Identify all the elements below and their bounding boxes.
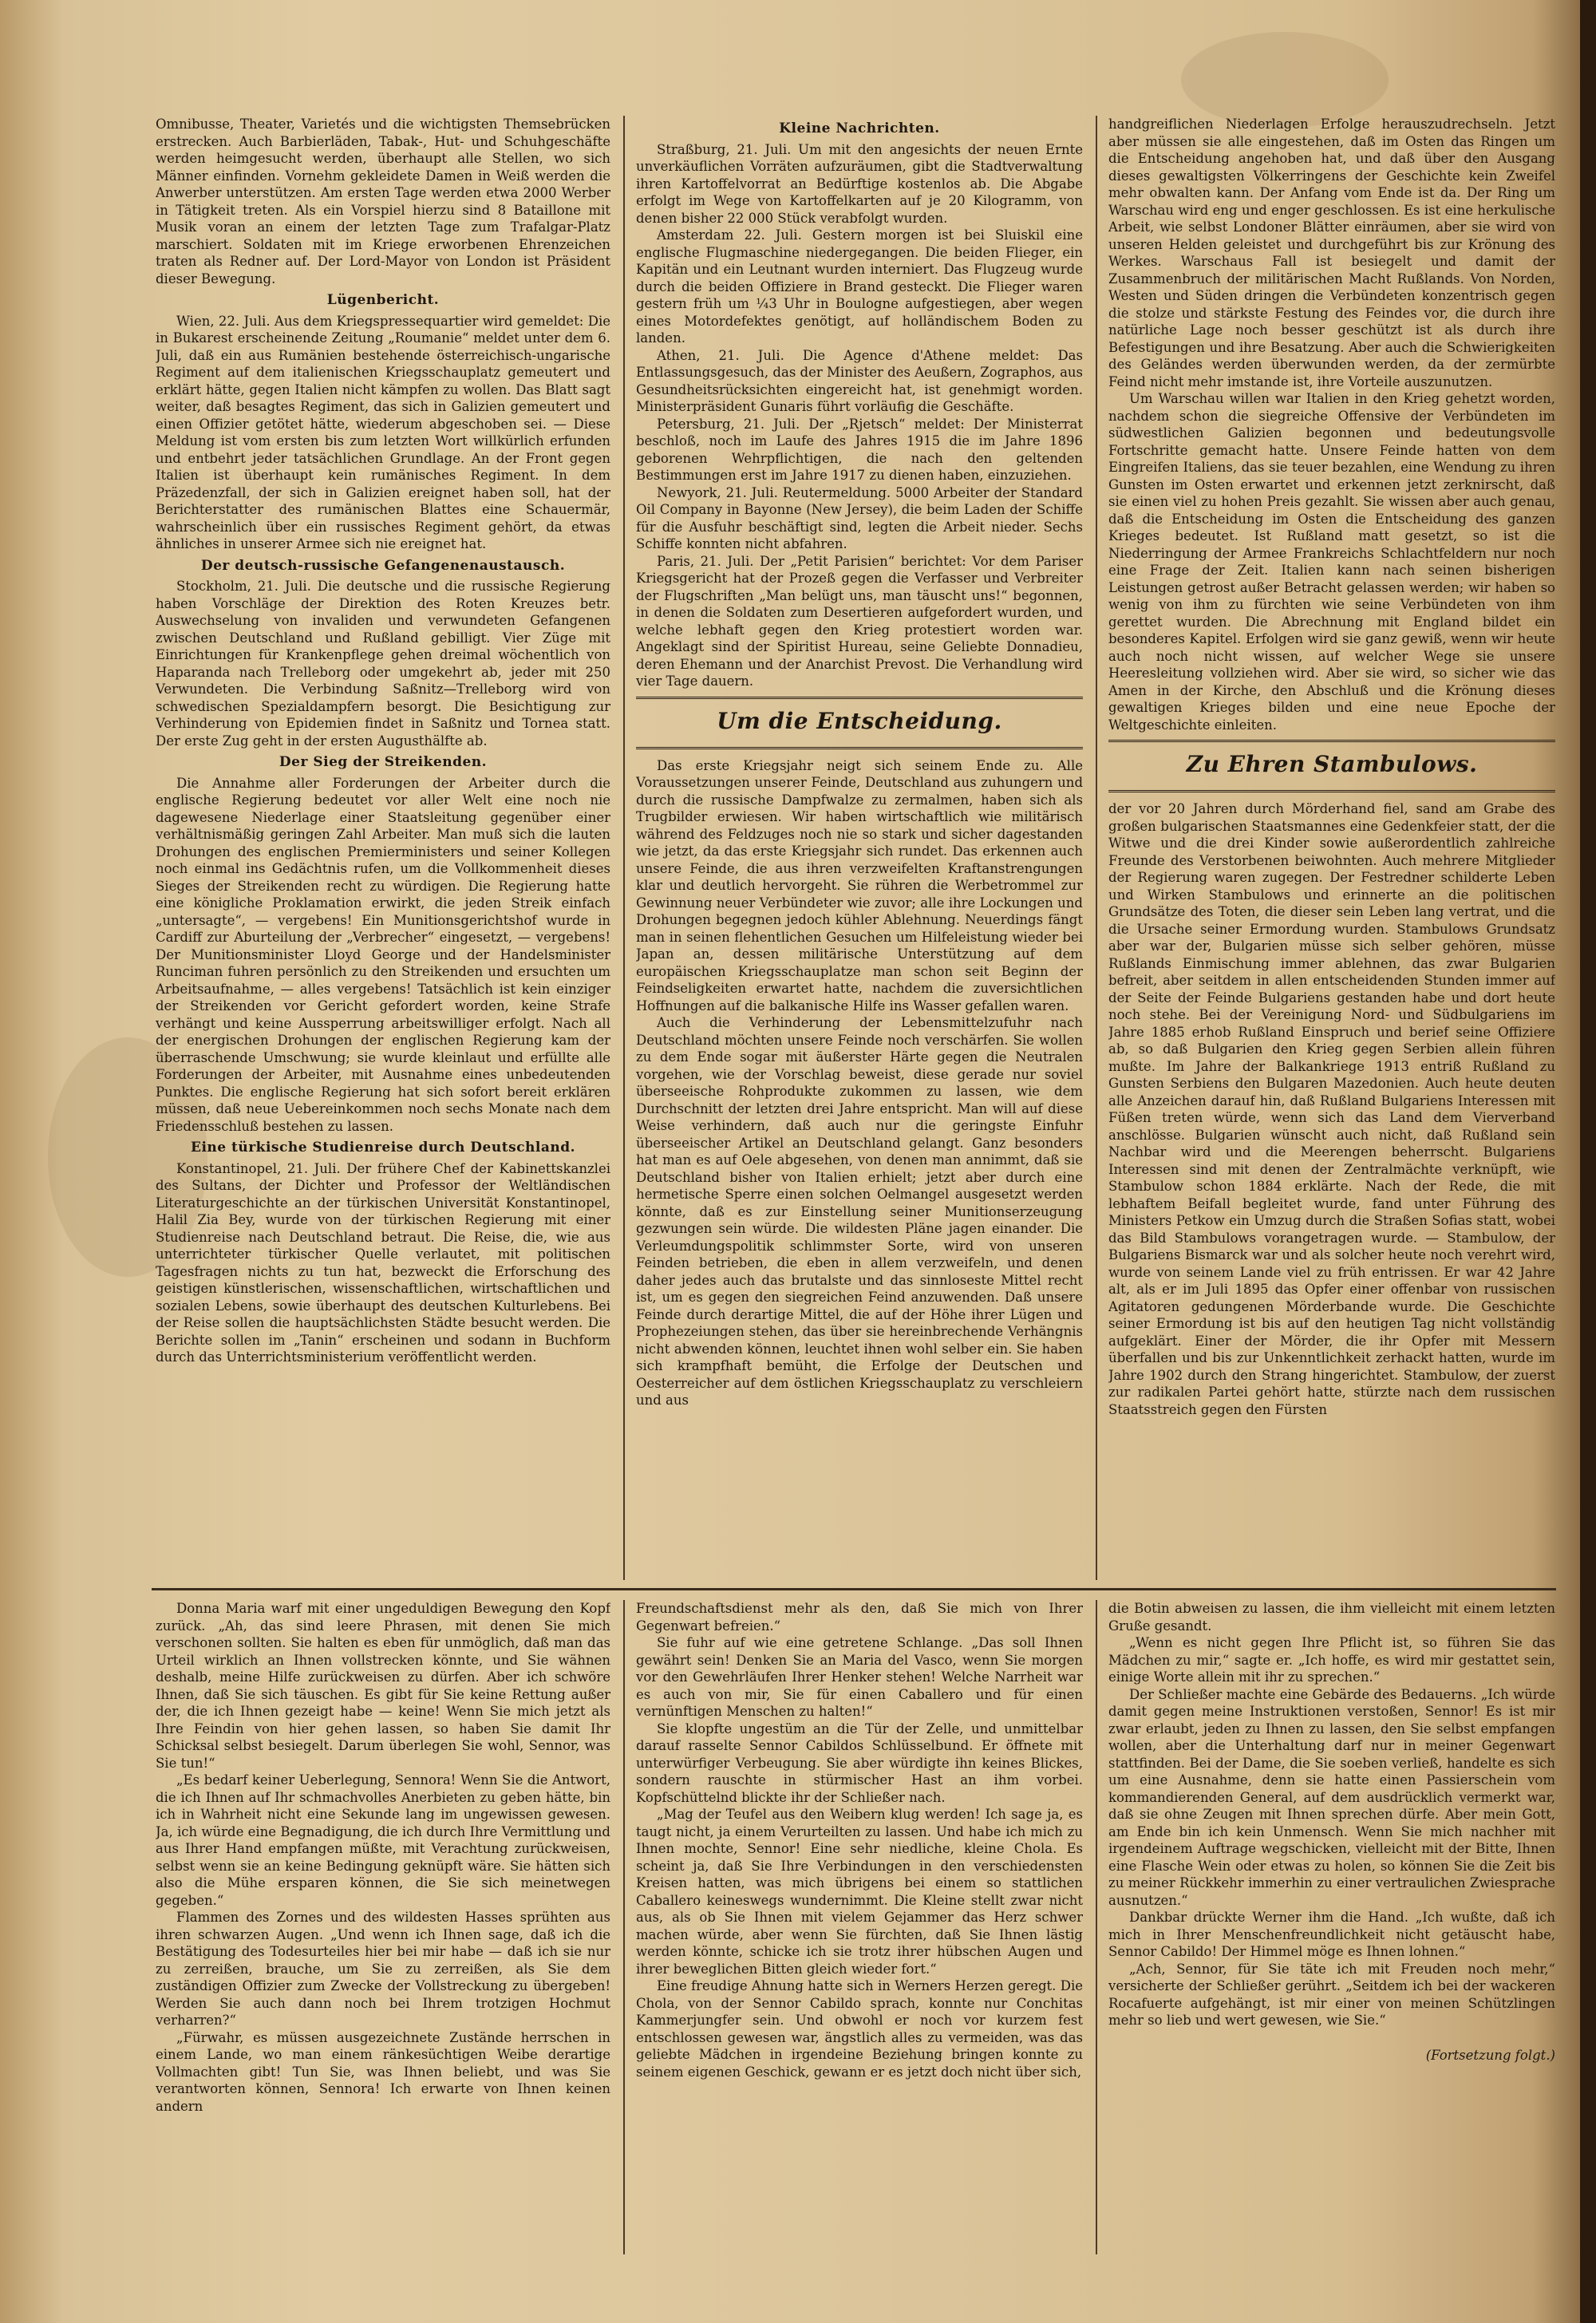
serial-text: Donna Maria warf mit einer ungeduldigen Bewegung den Kopf zurück. „Ah, das sind leere Phrasen, mit denen Sie mich verschonen sollten. Sie halten es eben für unmöglich, daß man das Urteil wirklich an Ihnen vollstrecken könnte, und Sie wähnen deshalb, meine Hilfe zurückweisen zu dürfen. Aber ich schwöre Ihnen, daß Sie sich täuschen. Es gibt für Sie keine Rettung außer der, die ich Ihnen gezeigt habe — keine! Wenn Sie mich jetzt als Ihre Feindin von hier gehen lassen, so haben Sie damit Ihr Schicksal selbst besiegelt. Darum überlegen Sie wohl, Sennor, was Sie tun!“ bbox=[156, 1601, 610, 1771]
column-divider bbox=[623, 116, 625, 1580]
column-divider bbox=[1096, 116, 1097, 1580]
article-text: Um Warschau willen war Italien in den Krieg gehetzt worden, nachdem schon die siegreiche Offensive der Verbündeten im südwestlichen Galizien begonnen und bedeutungsvolle Fortschritte gemacht hatte. Unsere Feinde hatten von dem Eingreifen Italiens, das sie teuer bezahlen, eine Wendung zu ihren Gunsten im Osten erwartet und erkennen jetzt zerknirscht, daß sie einen viel zu hohen Preis gezahlt. Sie wissen aber auch genau, daß die Entscheidung im Osten die Entscheidung des ganzen Krieges bedeutet. Ist Rußland matt gesetzt, so ist die Niederringung der Armee Frankreichs Schlachtfeldern nur noch eine Frage der Zeit. Italien kann nach seinen bisherigen Leistungen getrost außer Betracht gelassen werden; wir haben so wenig von ihm zu fürchten wie seine Verbündeten von ihm gerettet wurden. Die Abrechnung mit England bildet ein besonderes Kapitel. Erfolgen wird sie ganz gewiß, wenn wir heute auch noch nicht wissen, auf welcher Wege sie unsere Heeresleitung vollziehen wird. Aber sie wird, so sicher wie das Amen in der Kirche, den Abschluß und die Krönung dieses gewaltigen Krieges bilden und eine neue Epoche der Weltgeschichte einleiten. bbox=[1108, 391, 1555, 733]
feuilleton-divider bbox=[152, 1588, 1556, 1590]
serial-text: „Wenn es nicht gegen Ihre Pflicht ist, so führen Sie das Mädchen zu mir,“ sagte er. „Ich hoffe, es wird mir gestattet sein, einige Worte allein mit ihr zu sprechen.“ bbox=[1108, 1635, 1555, 1685]
serial-text: Dankbar drückte Werner ihm die Hand. „Ich wußte, daß ich mich in Ihrer Menschenfreundlichkeit nicht getäuscht habe, Sennor Cabildo! Der Himmel möge es Ihnen lohnen.“ bbox=[1108, 1910, 1555, 1959]
article-text: der vor 20 Jahren durch Mörderhand fiel, sand am Grabe des großen bulgarischen Staatsmannes eine Gedenkfeier statt, der die Witwe und die drei Kinder sowie außerordentlich zahlreiche Freunde des Verstorbenen beiwohnten. Auch mehrere Mitglieder der Regierung waren zugegen. Der Festredner schilderte Leben und Wirken Stambulows und erinnerte an die politischen Grundsätze des Toten, die dieser sein Leben lang vertrat, und die die Ursache seiner Ermordung wurden. Stambulows Grundsatz aber war der, Bulgarien müsse sich selber gehören, müsse Rußlands Einmischung immer ablehnen, das zwar Bulgarien befreit, aber seitdem in allen entscheidenden Stunden immer auf der Seite der Feinde Bulgariens gestanden habe und dort heute noch stehe. Bei der Vereinigung Nord- und Südbulgariens im Jahre 1885 erhob Rußland Einspruch und berief seine Offiziere ab, so daß Bulgarien den Krieg gegen Serbien allein führen mußte. Im Jahre der Balkankriege 1913 entriß Rußland zu Gunsten Serbiens den Bulgaren Mazedonien. Auch heute deuten alle Anzeichen darauf hin, daß Rußland Bulgariens Interessen mit Füßen treten würde, wenn sich das Land dem Vierverband anschlösse. Bulgarien wünscht auch nicht, daß Rußland sein Nachbar wird und die Meerengen beherrscht. Bulgariens Interessen sind mit denen der Zentralmächte verknüpft, wie Stambulow schon 1884 erklärte. Nach der Rede, die mit lebhaftem Beifall begleitet wurde, fand unter Führung des Ministers Petkow ein Umzug durch die Straßen Sofias statt, wobei das Bild Stambulows vorangetragen wurde. — Stambulow, der Bulgariens Bismarck war und als solcher heute noch verehrt wird, wurde von seinem Lande viel zu früh entrissen. Er war 42 Jahre alt, als er im Juli 1895 das Opfer einer offenbar von russischen Agitatoren gedungenen Mörderbande wurde. Die Geschichte seiner Ermordung ist bis auf den heutigen Tag nicht vollständig aufgeklärt. Einer der Mörder, die ihr Opfer mit Messern überfallen und bis zur Unkenntlichkeit zerhackt hatten, wurde im Jahre 1902 durch den Strang hingerichtet. Stambulow, der zuerst zur radikalen Partei gehört hatte, stürzte nach dem russischen Staatsstreich gegen den Fürsten bbox=[1108, 801, 1555, 1417]
serial-text: Flammen des Zornes und des wildesten Hasses sprühten aus ihren schwarzen Augen. „Und wenn ich Ihnen sage, daß ich die Bestätigung des Todesurteiles hier bei mir habe — daß ich sie nur zu zerreißen, brauche, um Sie zu zerreißen, als Sie dem zuständigen Offizier zum Zwecke der Vollstreckung zu übergeben! Werden Sie auch dann noch bei Ihrem trotzigen Hochmut verharren?“ bbox=[156, 1910, 610, 2028]
serial-text: Freundschaftsdienst mehr als den, daß Sie mich von Ihrer Gegenwart befreien.“ bbox=[636, 1601, 1083, 1634]
serial-text: „Fürwahr, es müssen ausgezeichnete Zustände herrschen in einem Lande, wo man einem ränkesüchtigen Weibe derartige Vollmachten gibt! Tun Sie, was Ihnen beliebt, und was Sie verantworten können, Sennora! Ich erwarte von Ihnen keinen andern bbox=[156, 2029, 610, 2114]
article-text: Auch die Verhinderung der Lebensmittelzufuhr nach Deutschland möchten unsere Feinde noch verschärfen. Sie wollen zu dem Ende sogar mit äußerster Härte gegen die Neutralen vorgehen, wie der Vorschlag beweist, diese gerade nur soviel überseeische Rohprodukte zukommen zu lassen, wie dem Durchschnitt der letzten drei Jahre entspricht. Man will auf diese Weise verhindern, daß auch nur die geringste Einfuhr überseeischer Artikel an Deutschland gelangt. Ganz besonders hat man es auf Oele abgesehen, von denen man annimmt, daß sie Deutschland bisher von Italien erhielt; jetzt aber durch eine hermetische Sperre einen solchen Oelmangel ausgesetzt werden könnte, daß es zur Einstellung seiner Munitionserzeugung gezwungen sein würde. Die wildesten Pläne jagen einander. Die Verleumdungspolitik schlimmster Sorte, wird von unseren Feinden betrieben, die eben in allem verzweifeln, und denen daher jedes auch das brutalste und das sinnloseste Mittel recht ist, um es gegen den siegreichen Feind anzuwenden. Daß unsere Feinde durch derartige Mittel, die auf der Höhe ihrer Lügen und Prophezeiungen stehen, das über sie hereinbrechende Verhängnis nicht abwenden können, leuchtet ihnen wohl selber ein. Sie haben sich krampfhaft bemüht, die Erfolge der Deutschen und Oesterreicher auf dem östlichen Kriegsschauplatz zu verschleiern und aus bbox=[636, 1015, 1083, 1408]
serial-text: „Es bedarf keiner Ueberlegung, Sennora! Wenn Sie die Antwort, die ich Ihnen auf Ihr schmachvolles Anerbieten zu geben hätte, bin ich in Wahrheit nicht eine Sekunde lang im ungewissen gewesen. Ja, ich würde eine Begnadigung, die ich durch Ihre Vermittlung und aus Ihrer Hand empfangen müßte, mit Verachtung zurückweisen, selbst wenn sie an keine Bedingung geknüpft wäre. Sie hätten sich also die Mühe ersparen können, die Sie sich meinetwegen gegeben.“ bbox=[156, 1772, 610, 1908]
serial-column-middle bbox=[636, 1600, 1083, 2254]
serial-text: Sie klopfte ungestüm an die Tür der Zelle, und unmittelbar darauf rasselte Sennor Cabildos Schlüsselbund. Er öffnete mit unterwürfiger Verbeugung. Sie aber würdigte ihn keines Blickes, sondern rauschte in stürmischer Hast an ihm vorbei. Kopfschüttelnd blickte ihr der Schließer nach. bbox=[636, 1721, 1083, 1805]
column-divider bbox=[1096, 1600, 1097, 2254]
headline-luegenbericht: Lügenbericht. bbox=[326, 292, 440, 308]
headline-studienreise: Eine türkische Studienreise durch Deutschland. bbox=[191, 1140, 575, 1156]
serial-text: „Ach, Sennor, für Sie täte ich mit Freuden noch mehr,“ versicherte der Schließer gerührt. „Seitdem ich bei der wackeren Rocafuerte aufgehängt, ist mir einer von meinen Schützlingen mehr so lieb und wert gewesen, wie Sie.“ bbox=[1108, 1961, 1555, 2028]
column-divider bbox=[623, 1600, 625, 2254]
continuation-note: (Fortsetzung folgt.) bbox=[1425, 2047, 1555, 2063]
article-text: Die Annahme aller Forderungen der Arbeiter durch die englische Regierung bedeutet vor aller Welt eine noch nie dagewesene Niederlage einer Staatsleitung gegenüber einer verhältnismäßig geringen Zahl Arbeiter. Man muß sich die lauten Drohungen des englischen Premierministers und seiner Kollegen noch einmal ins Gedächtnis rufen, um die Vollkommenheit dieses Sieges der Streikenden recht zu würdigen. Die Regierung hatte eine königliche Proklamation erwirkt, die jeden Streik einfach „untersagte“, — vergebens! Ein Munitionsgerichtshof wurde in Cardiff zur Aburteilung der „Verbrecher“ eingesetzt, — vergebens! Der Munitionsminister Lloyd George und der Handelsminister Runciman fuhren persönlich zu den Streikenden und ersuchten um Arbeitsaufnahme, — alles vergebens! Tatsächlich ist kein einziger der Streikenden vor Gericht gefordert worden, keine Strafe verhängt und keine Aussperrung arbeitswilliger erfolgt. Nach all der energischen Drohungen der englischen Regierung kam der überraschende Umschwung; sie wurde kleinlaut und erfüllte alle Forderungen der Arbeiter, mit Ausnahme eines unbedeutenden Punktes. Die englische Regierung hat sich sofort bereit erklären müssen, daß neue Uebereinkommen noch sechs Monate nach dem Friedensschluß bestehen zu lassen. bbox=[156, 775, 610, 1134]
article-text: handgreiflichen Niederlagen Erfolge herauszudrechseln. Jetzt aber müssen sie alle eingestehen, daß im Osten das Ringen um die Entscheidung angehoben hat, und daß über den Ausgang dieses gewaltigsten Völkerringens der Geschichte kein Zweifel mehr obwalten kann. Der Anfang vom Ende ist da. Der Ring um Warschau wird eng und enger geschlossen. Es ist eine herkulische Arbeit, wie selbst Londoner Blätter einräumen, aber sie wird von unseren Helden geleistet und durchgeführt bis zur Krönung des Werkes. Warschaus Fall ist besiegelt und damit der Zusammenbruch der militärischen Macht Rußlands. Von Norden, Westen und Süden dringen die Verbündeten konzentrisch gegen die stolze und stärkste Festung des Feindes vor, die durch ihre natürliche Lage noch besser geschützt ist als durch ihre Befestigungen und ihre Besatzung. Aber auch die Schwierigkeiten des Geländes werden überwunden werden, da der zermürbte Feind nicht mehr imstande ist, ihre Vorteile auszunutzen. bbox=[1108, 117, 1555, 389]
headline-box bbox=[636, 697, 1083, 749]
article-text: Stockholm, 21. Juli. Die deutsche und die russische Regierung haben Vorschläge der Direktion des Roten Kreuzes betr. Auswechselung von invaliden und verwundeten Gefangenen zwischen Deutschland und Rußland gebilligt. Vier Züge mit Einrichtungen für Krankenpflege gehen dreimal wöchentlich von Haparanda nach Trelleborg oder umgekehrt ab, jeder mit 250 Verwundeten. Die Verbindung Saßnitz—Trelleborg wird von schwedischen Spezialdampfern besorgt. Die Besichtigung zur Verhinderung von Epidemien findet in Saßnitz und Tornea statt. Der erste Zug geht in der ersten Augusthälfte ab. bbox=[156, 579, 610, 749]
headline-zu-ehren-stambulows: Zu Ehren Stambulows. bbox=[1186, 751, 1478, 777]
column-middle bbox=[636, 116, 1083, 1580]
article-text: Omnibusse, Theater, Varietés und die wichtigsten Themsebrücken erstrecken. Auch Barbierläden, Tabak-, Hut- und Schuhgeschäfte werden heimgesucht werden, überhaupt alle Stellen, wo sich Männer einfinden. Vornehm gekleidete Damen in Weiß werden die Anwerber unterstützen. Am ersten Tage werden etwa 2000 Werber in Tätigkeit treten. Als ein Vorspiel hierzu sind 8 Bataillone mit Musik voran an einem der letzten Tage zum Trafalgar-Platz marschiert. Soldaten mit im Kriege erworbenen Ehrenzeichen traten als Redner auf. Der Lord-Mayor von London ist Präsident dieser Bewegung. bbox=[156, 117, 610, 286]
serial-text: „Mag der Teufel aus den Weibern klug werden! Ich sage ja, es taugt nicht, ja einem Verurteilten zu lassen. Und habe ich mich zu Ihnen mochte, Sennor! Eine sehr niedliche, kleine Chola. Es scheint ja, daß Sie Ihre Verbindungen in den verschiedensten Kreisen hatten, was mich übrigens bei einem so stattlichen Caballero keineswegs wundernimmt. Die Kleine stellt zwar nicht aus, als ob Sie Ihnen mit vielem Gejammer das Herz schwer machen würde, aber wenn Sie fürchten, daß Sie Ihnen lästig werden könnte, schicke ich sie trotz ihrer hübschen Augen und ihrer beweglichen Bitten gleich wieder fort.“ bbox=[636, 1807, 1083, 1977]
paper-stain bbox=[1181, 32, 1389, 128]
news-item: Paris, 21. Juli. Der „Petit Parisien“ berichtet: Vor dem Pariser Kriegsgericht hat der Prozeß gegen die Verfasser und Verbreiter der Flugschriften „Man belügt uns, man täuscht uns!“ begonnen, in denen die Soldaten zum Desertieren aufgefordert wurden, und welche lebhaft gegen den Krieg protestiert worden war. Angeklagt sind der Spiritist Hureau, seine Geliebte Donnadieu, deren Ehemann und der Anarchist Prevost. Die Verhandlung wird vier Tage dauern. bbox=[636, 553, 1083, 689]
serial-column-left bbox=[156, 1600, 610, 2254]
headline-um-die-entscheidung: Um die Entscheidung. bbox=[717, 707, 1002, 734]
headline-gefangenenaustausch: Der deutsch-russische Gefangenenaustausch. bbox=[200, 557, 566, 574]
article-text: Konstantinopel, 21. Juli. Der frühere Chef der Kabinettskanzlei des Sultans, der Dichter und Professor der Weltländischen Literaturgeschichte an der türkischen Universität Konstantinopel, Halil Zia Bey, wurde von der türkischen Regierung mit einer Studienreise nach Deutschland betraut. Die Reise, die, wie aus unterrichteter türkischer Quelle verlautet, mit politischen Tagesfragen nichts zu tun hat, bezweckt die Erforschung des geistigen künstlerischen, wissenschaftlichen, wirtschaftlichen und sozialen Lebens, sowie überhaupt des deutschen Kulturlebens. Bei der Reise sollen die hauptsächlichsten Städte besucht werden. Die Berichte sollen im „Tanin“ erscheinen und sodann in Buchform durch das Unterrichtsministerium veröffentlicht werden. bbox=[156, 1160, 610, 1365]
serial-text: Eine freudige Ahnung hatte sich in Werners Herzen geregt. Die Chola, von der Sennor Cabildo sprach, konnte nur Conchitas Kammerjungfer sein. Und obwohl er noch vor kurzem fest entschlossen gewesen war, ängstlich alles zu vermeiden, was das geliebte Mädchen in irgendeine Beziehung bringen konnte zu seinem eigenen Geschick, gewann er es jetzt doch nicht über sich, bbox=[636, 1978, 1083, 2080]
column-left bbox=[156, 116, 610, 1580]
headline-sieg-der-streikenden: Der Sieg der Streikenden. bbox=[279, 754, 488, 770]
headline-box bbox=[1108, 740, 1555, 792]
news-item: Newyork, 21. Juli. Reutermeldung. 5000 Arbeiter der Standard Oil Company in Bayonne (New Jersey), die beim Laden der Schiffe für die Ausfuhr beschäftigt sind, legten die Arbeit nieder. Sechs Schiffe konnten nicht abfahren. bbox=[636, 484, 1083, 551]
serial-text: die Botin abweisen zu lassen, die ihm vielleicht mit einem letzten Gruße gesandt. bbox=[1108, 1601, 1555, 1634]
headline-kleine-nachrichten: Kleine Nachrichten. bbox=[779, 120, 940, 136]
serial-text: Sie fuhr auf wie eine getretene Schlange. „Das soll Ihnen gewährt sein! Denken Sie an Maria del Vasco, wenn Sie morgen vor den Gewehrläufen Ihrer Henker stehen! Welche Narrheit war es auch von mir, Sie für einen Caballero und für einen vernünftigen Menschen zu halten!“ bbox=[636, 1635, 1083, 1719]
news-item: Amsterdam 22. Juli. Gestern morgen ist bei Sluiskil eine englische Flugmaschine niedergegangen. Die beiden Flieger, ein Kapitän und ein Leutnant wurden interniert. Das Flugzeug wurde durch die beiden Offiziere in Brand gesteckt. Die Flieger waren gestern früh um ¼3 Uhr in Boulogne aufgestiegen, aber wegen eines Motordefektes genötigt, auf holländischem Boden zu landen. bbox=[636, 227, 1083, 346]
article-text: Das erste Kriegsjahr neigt sich seinem Ende zu. Alle Voraussetzungen unserer Feinde, Deutschland aus zuhungern und durch die russische Dampfwalze zu zermalmen, haben sich als Trugbilder erwiesen. Wir haben wirtschaftlich wie militärisch während des Feldzuges noch nie so stark und sicher dagestanden wie jetzt, da das erste Kriegsjahr sich rundet. Das erkennen auch unsere Feinde, die aus ihren verzweifelten Kraftanstrengungen klar und deutlich hervorgeht. Sie rühren die Werbetrommel zur Gewinnung neuer Verbündeter wie zuvor; alle ihre Lockungen und Drohungen begegnen jedoch kühler Ablehnung. Neuerdings fängt man in seinen flehentlichen Gesuchen um Hilfeleistung wieder bei Japan an, dessen militärische Unterstützung auf dem europäischen Kriegsschauplatze man schon seit Beginn der Feindseligkeiten erwartet hatte, nachdem die zuversichtlichen Hoffnungen auf die balkanische Hilfe ins Wasser gefallen waren. bbox=[636, 757, 1083, 1013]
article-text: Wien, 22. Juli. Aus dem Kriegspressequartier wird gemeldet: Die in Bukarest erscheinende Zeitung „Roumanie“ meldet unter dem 6. Juli, daß ein aus Rumänien bestehende österreichisch-ungarische Regiment auf dem italienischen Kriegsschauplatz gemeutert und erklärt hätte, gegen Italien nicht kämpfen zu wollen. Das Blatt sagt weiter, daß besagtes Regiment, das sich in Galizien gemeutert und einen Offizier getötet hätte, wiederum abgeschoben sei. — Diese Meldung ist vom ersten bis zum letzten Wort willkürlich erfunden und entbehrt jeder tatsächlichen Grundlage. An der Front gegen Italien ist überhaupt kein rumänisches Regiment. In dem Präzedenzfall, der sich in Galizien ereignet haben soll, hat der Berichterstatter des rumänischen Blattes eine Schauermär, wahrscheinlich über ein russisches Regiment gehört, da etwas ähnliches in unserer Armee sich nie ereignet hat. bbox=[156, 313, 610, 551]
scan-edge bbox=[1580, 0, 1596, 2323]
news-item: Straßburg, 21. Juli. Um mit den angesichts der neuen Ernte unverkäuflichen Vorräten aufzuräumen, gibt die Stadtverwaltung ihren Kartoffelvorrat an Bedürftige kostenlos ab. Die Abgabe erfolgt im Wege von Kartoffelkarten auf je 20 Kilogramm, von denen bisher 22 000 Stück verabfolgt wurden. bbox=[636, 141, 1083, 226]
serial-column-right bbox=[1108, 1600, 1555, 2254]
news-item: Petersburg, 21. Juli. Der „Rjetsch“ meldet: Der Ministerrat beschloß, noch im Laufe des Jahres 1915 die im Jahre 1896 geborenen Wehrpflichtigen, die nach den geltenden Bestimmungen erst im Jahre 1917 zu dienen haben, einzuziehen. bbox=[636, 416, 1083, 483]
column-right bbox=[1108, 116, 1555, 1580]
news-item: Athen, 21. Juli. Die Agence d'Athene meldet: Das Entlassungsgesuch, das der Minister des Aeußern, Zographos, aus Gesundheitsrücksichten eingereicht hat, ist genehmigt worden. Ministerpräsident Gunaris führt vorläufig die Geschäfte. bbox=[636, 347, 1083, 414]
serial-text: Der Schließer machte eine Gebärde des Bedauerns. „Ich würde damit gegen meine Instruktionen verstoßen, Sennor! Es ist mir zwar erlaubt, jeden zu Ihnen zu lassen, den Sie selbst empfangen wollen, aber die Unterhaltung darf nur in meiner Gegenwart stattfinden. Bei der Dame, die Sie soeben verließ, handelte es sich um eine Ausnahme, denn sie hatte einen Passierschein vom kommandierenden General, auf dem ausdrücklich vermerkt war, daß sie ohne Zeugen mit Ihnen sprechen dürfe. Aber mein Gott, am Ende bin ich kein Unmensch. Wenn Sie mich nachher mit irgendeinem Auftrage wegschicken, vielleicht mit der Bitte, Ihnen eine Flasche Wein oder etwas zu holen, so können Sie die Zeit bis zu meiner Rückkehr immerhin zu einer vertraulichen Zwiesprache ausnutzen.“ bbox=[1108, 1686, 1555, 1908]
